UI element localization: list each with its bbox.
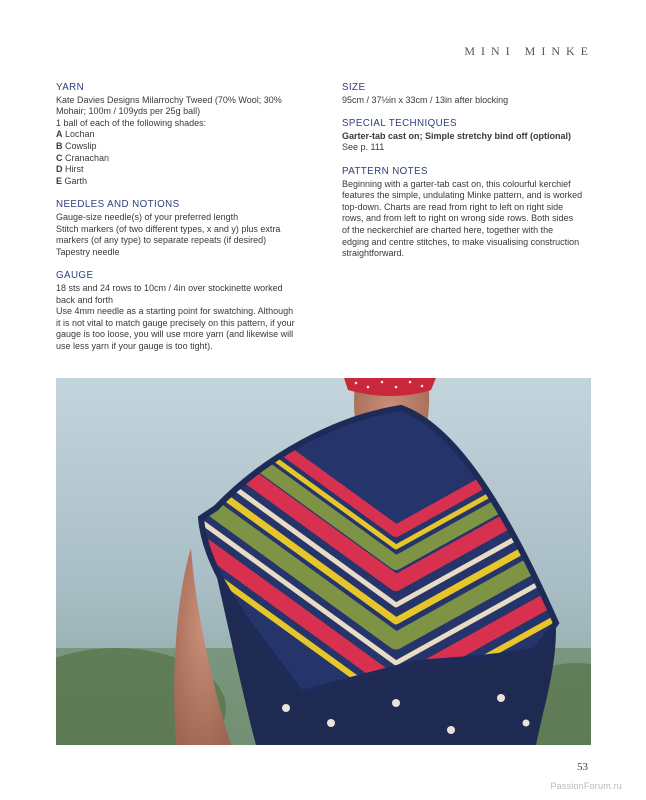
watermark: PassionForum.ru: [550, 781, 622, 791]
notes-line: top-down. Charts are read from right to left on right side: [342, 201, 564, 212]
shade-name: Cowslip: [65, 140, 97, 151]
shade-letter: D: [56, 164, 63, 175]
size-section: [342, 82, 598, 106]
kerchief-illustration: [56, 378, 591, 745]
left-column: [56, 82, 312, 364]
needles-section: [56, 199, 312, 258]
right-column: [342, 82, 598, 272]
shade-letter: A: [56, 129, 63, 140]
notes-line: straightforward.: [342, 248, 405, 259]
yarn-line: 1 ball of each of the following shades:: [56, 117, 207, 128]
gauge-line: Use 4mm needle as a starting point for swatching. Although: [56, 306, 294, 317]
shade-item: [56, 141, 312, 153]
shade-name: Cranachan: [65, 152, 110, 163]
gauge-line: use less yarn if your gauge is too tight).: [56, 340, 213, 351]
notes-line: rows, and from left to right on wrong side rows. Both sides: [342, 213, 574, 224]
shade-letter: E: [56, 175, 63, 186]
yarn-line: Kate Davies Designs Milarrochy Tweed (70% Wool; 30%: [56, 94, 282, 105]
needles-line: markers (of any type) to separate repeats (if desired): [56, 235, 267, 246]
techniques-section: [342, 118, 598, 154]
shade-item: [56, 176, 312, 188]
gauge-line: it is not vital to match gauge precisely on this pattern, if your: [56, 317, 295, 328]
notes-line: Beginning with a garter-tab cast on, this colourful kerchief: [342, 178, 571, 189]
shade-letter: C: [56, 152, 63, 163]
needles-line: Stitch markers (of two different types, x and y) plus extra: [56, 223, 281, 234]
yarn-section: [56, 82, 312, 187]
needles-line: Tapestry needle: [56, 246, 120, 257]
techniques-heading: SPECIAL TECHNIQUES: [342, 118, 457, 130]
size-heading: SIZE: [342, 82, 366, 93]
yarn-line: Mohair; 100m / 109yds per 25g ball): [56, 106, 201, 117]
needles-line: Gauge-size needle(s) of your preferred length: [56, 211, 239, 222]
shade-name: Lochan: [65, 129, 95, 140]
gauge-heading: GAUGE: [56, 270, 94, 282]
shade-name: Garth: [64, 175, 88, 186]
page-number: 53: [577, 761, 588, 773]
notes-line: features the simple, undulating Minke pattern, and is worked: [342, 190, 583, 201]
size-line: 95cm / 37½in x 33cm / 13in after blocking: [342, 94, 509, 105]
gauge-section: [56, 270, 312, 352]
shade-name: Hirst: [65, 164, 84, 175]
notes-heading: PATTERN NOTES: [342, 165, 428, 177]
running-head: MINI MINKE: [464, 44, 594, 58]
shade-item: [56, 164, 312, 176]
notes-line: of the neckerchief are charted here, together with the: [342, 224, 554, 235]
kerchief-photo: [56, 378, 591, 745]
yarn-heading: YARN: [56, 82, 85, 93]
notes-section: [342, 166, 598, 260]
needles-heading: NEEDLES AND NOTIONS: [56, 199, 180, 211]
gauge-line: gauge is too loose, you will use more yarn (and likewise will: [56, 329, 294, 340]
techniques-line: See p. 111: [342, 142, 385, 153]
gauge-line: back and forth: [56, 294, 114, 305]
gauge-line: 18 sts and 24 rows to 10cm / 4in over stockinette worked: [56, 282, 283, 293]
techniques-bold-line: Garter-tab cast on; Simple stretchy bind off (optional): [342, 130, 572, 141]
shade-letter: B: [56, 140, 63, 151]
shade-item: [56, 153, 312, 165]
shade-item: [56, 129, 312, 141]
notes-line: edging and centre stitches, to make visualising construction: [342, 236, 580, 247]
